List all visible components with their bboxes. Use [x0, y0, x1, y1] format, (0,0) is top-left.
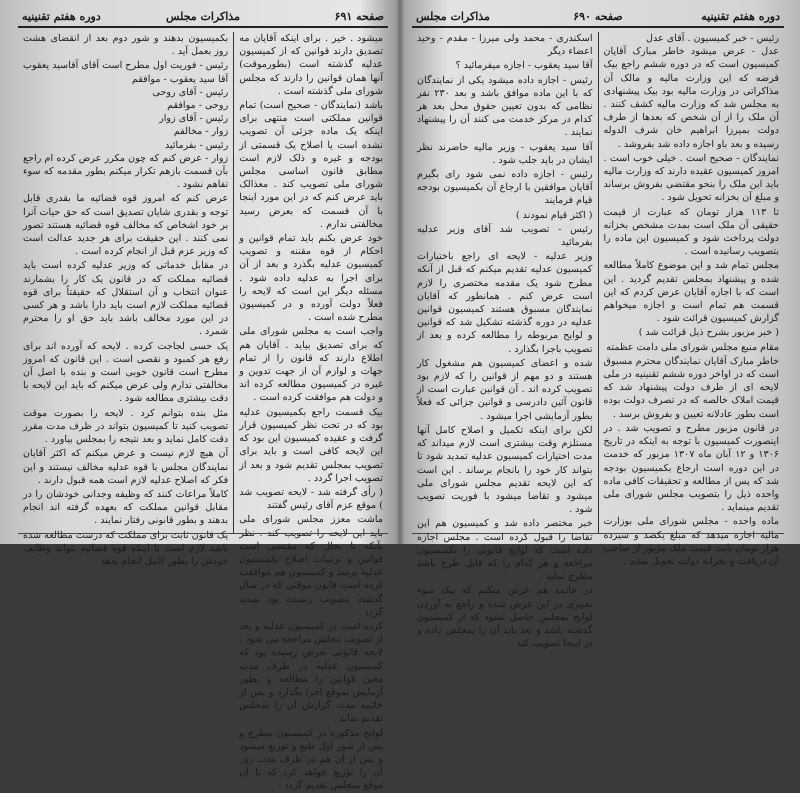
column-divider: [233, 32, 234, 534]
page-number: صفحه ۶۹۰: [573, 10, 623, 23]
section-title: مذاکرات مجلس: [416, 10, 490, 23]
page-footer-rule: [412, 533, 784, 538]
paragraph: رئیس - اجازه داده میشود یکی از نمایندگان که با این ماده موافق باشد و بعد ۲۳۰ نفر نظامی که بدون تعیین حقوق محل بعد هر کدام در مرکز خدمت می کنند آن را پیشنهاد نمایند .: [417, 74, 593, 139]
paragraph: کرده است در کمیسیون عدلیه و بعد از تصویب مجلس مراجعه می شود . لایحه قانونی بعرض رسیده بود که کمیسیون عدلیه در ظرف مدت معین قوانین را مطالعه و بطور آزمایش بموقع اجرا بگذارد و پس از خاتمه مدت گزارش آن را بمجلس تقدیم نماید .: [239, 620, 383, 725]
column-divider: [598, 32, 599, 534]
section-title: مذاکرات مجلس: [166, 10, 240, 23]
paragraph: ( خبر مزبور بشرح ذیل قرائت شد ): [638, 327, 779, 339]
paragraph: در مقابل خدماتی که وزیر عدلیه کرده است باید قضائیه مملکت که در قانون یک کار را بشمارند عنوان انتخاب و آن استقلال که حقیقتاً برای قوه قضائیه مملکت لازم است باید دارا باشد و هر کسی در این مورد مخالف باشد باید حق او را محترم شمرد .: [23, 260, 229, 338]
paragraph: خاطر مبارک آقایان نمایندگان محترم مسبوق است که در اواخر دوره ششم تقنینیه در ملی لایحه ای از طرف دولت پیشنهاد شد که قیمت املاک خالصه که در تصرف دولت بوده است بطور عادلانه تعیین و بفروش برسد .: [603, 355, 779, 420]
page-footer-rule: [18, 533, 388, 538]
paragraph: وزیر عدلیه - لایحه ای راجع باختیارات کمیسیون عدلیه تقدیم میکنم که قبل از آنکه مطرح شود یک مقدمه مختصری را لازم است عرض کنم . همانطور که آقایان نمایندگان مسبوق هستند کمیسیون قوانین عدلیه در دوره گذشته تشکیل شد که قوانین و لوایح مربوطه را مطالعه کرده و بعد از تصویب باجرا بگذارد .: [417, 251, 593, 355]
page-690: [412, 6, 784, 650]
paragraph: لوایح مذکوره در کمیسیون مطرح و پس از شور اول طبع و توزیع میشود و پس از آن هم در ظرف مدت روز آن را توزیع خواهد کرد که تا آن موقع بمجلس تقدیم گردد .: [239, 727, 383, 792]
paragraph: آقا سید یعقوب - وزیر مالیه حاضرند نظر ایشان در باید جلب شود .: [417, 141, 593, 166]
paragraph: بیک قسمت راجع بکمیسیون عدلیه بود که در تحت نظر کمیسیون قرار گرفت و عقیده کمیسیون این بود که این لایحه کافی است و باید برای تصویب بمجلس تقدیم شود و بعد از تصویب اجرا گردد .: [239, 406, 383, 484]
paragraph: زوار - عرض کنم که چون مکرر عرض کرده ام راجع بآن قسمت بازهم تکرار میکنم بطور مقدمه که سوء تفاهم نشود .: [23, 152, 229, 191]
column-left: [18, 32, 233, 567]
volume-title: دوره هفتم تقنینیه: [701, 10, 780, 23]
paragraph: در قانون مزبور مطرح و تصویب شد . در اینصورت کمیسیون با توجه به اینکه در تاریخ ۱۳۰۶ و ۱۲ آبان ماه ۱۳۰۷ مزبور که خدمت در این دوره است ارجاع بکمیسیون بودجه شد که پس از مطالعه و تحقیقات کافی ماده واحده ذیل را بتصویب مجلس شورای ملی تقدیم مینماید .: [603, 422, 780, 514]
page-header: [412, 8, 784, 28]
paragraph: ماده واحده - مجلس شورای ملی بوزارت مالیه اجازه میدهد که مبلغ یکصد و سیزده هزار تومان بابت قیمت ملک مزبور از صاحب آن دریافت و بخزانه دولت تحویل نماید .: [603, 516, 779, 567]
paragraph: یک قانون ثابت برای مملکت که درست مطالعه شده باشد لازم است تا اینکه قوه قضائیه بتواند وظایف خودش را بطور کامل انجام بدهد .: [23, 529, 229, 567]
paragraph: در خاتمه هم عرض میکنم که بیک سوء تعبیری در این عرض شده و راجع به آوردن لوایح بمجلس حاصل نشود که از کمیسیون گذشته باشد و بعد باید آن را بمجلس داده و در اینجا تصویب کند .: [417, 585, 593, 650]
paragraph: رئیس - اجازه داده نمی شود رای بگیرم آقایان موافقین با ارجاع آن بکمیسیون بودجه قیام فرمایند: [417, 169, 593, 207]
paragraph: میشود . خیر . برای اینکه آقایان مه تصدیق دارند قوانین که از کمیسیون عدلیه گذشته است (بطورموقت) آنها همان قوانین را دارند که مجلس شورای ملی گذشته است .: [239, 33, 383, 97]
paragraph: کاملاً مراعات کنند که وظیفه وجدانی خودشان را در مقابل قوانین مملکت که بعهده گرفته اند انجام بدهند و بطور قانونی رفتار نمایند .: [23, 488, 229, 527]
paragraph: لکن برای اینکه تکمیل و اصلاح کامل آنها مستلزم وقت بیشتری است لازم میداند که مدت اختیارات کمیسیون عدلیه تمدید شود تا بتواند کار خود را بانجام برساند . این است که این لایحه تقدیم مجلس شورای ملی میشود و تقاضا میشود با فوریت تصویب شود .: [417, 424, 593, 516]
volume-title: دوره هفتم تقنینیه: [22, 10, 101, 23]
paragraph: آقا سید یعقوب - اجازه میفرمائید ؟: [455, 60, 593, 72]
paragraph: خود عرض بکنم باید تمام قوانین و احکام از قوه مقننه و تصویب کمیسیون عدلیه بگذرد و بعد از آن برای اجرا به عدلیه داده شود . مسئله دیگر این است که لایحه را فعلاً دولت آورده و در کمیسیون مطرح شده است .: [239, 233, 383, 324]
paragraph: ( رأی گرفته شد - لایحه تصویب شد ) موقع عزم آقای رئیس گفتند: [239, 486, 383, 512]
paragraph: اسکندری - محمد ولی میرزا - مقدم - وحید اعضاء دیگر: [417, 33, 593, 58]
speaker-line: رئیس - فوریت اول مطرح است آقای آقاسید یعقوب: [23, 60, 229, 72]
paragraph: عدل - عرض میشود خاطر مبارک آقایان کمیسیون است که در دوره ششم راجع بیک قرضه که این وزارت مالیه و مالک آن مذاکراتی در وزارت مالیه بود بیک پیشنهادی به مجلس شد که وزارت مالیه کشف کنند . آن ملک را از آن شخص که بعدها از طرف دولت بمیرزا ابراهیم خان شرف الدوله رسیده و بعد باو اجازه داده شد بفروشد .: [603, 46, 779, 150]
column-right: [234, 32, 388, 792]
paragraph: واجب است به مجلس شورای ملی که برای تصدیق بیاید . آقایان هم اطلاع دارند که قانون را از تمام جهات و لوازم آن از جهت تدوین و غیره در کمیسیون مطالعه کرده اند و دولت هم موافقت کرده است .: [239, 326, 383, 404]
page-header: [18, 8, 388, 28]
paragraph: ( اکثر قیام نمودند ): [515, 209, 593, 221]
speaker-line: روحی - موافقم: [167, 100, 229, 112]
paragraph: شده و اعضای کمیسیون هم مشغول کار هستند و دو مهم از قوانین را که لازم بود تصویب کرده اند . آن قوانین عبارت است از قانون آئین دادرسی و قوانین جزائی که فعلاً بطور آزمایشی اجرا میشود .: [417, 357, 593, 422]
speaker-line: رئیس - آقای زوار: [159, 113, 229, 125]
paragraph: ماشت معزز مجلس شورای ملی باید این لایحه را تصویب کند . نظر بآنکه تا بحال که مقتضی است قوانین و ترتیبات اصلاح بکمیسیون عدلیه برسد و کمیسیون هم موافقت کرده است قانون موقتی که در سال گذشته بتصویب رسیده بود تمدید گردد .: [239, 514, 383, 618]
paragraph: مقام منیع مجلس شورای ملی دامت عظمته: [606, 341, 779, 353]
page-number: صفحه ۶۹۱: [334, 10, 384, 23]
column-right: [599, 32, 785, 567]
paragraph: آن هیچ لازم نیست و عرض میکنم که اکثر آقایان نمایندگان مجلس با قوه عدلیه مخالف نیستند و این فکر که اصلاح عدلیه لازم است همه قبول دارند .: [23, 448, 229, 486]
paragraph: خبر مختصر داده شد و کمیسیون هم این تقاضا را قبول کرده است . مجلس اجازه داده است که لوایح قانونی را بکمیسیون مراجعه و هر کدام را که قابل طرح باشد مطرح نماید .: [417, 518, 593, 583]
paragraph: مثل بنده بتوانم کرد . لایحه را بصورت موقت تصویب کنید تا کمیسیون بتواند در ظرف مدت مقرر دقت کامل نماید و بعد نتیجه را بمجلس بیاورد .: [23, 407, 229, 446]
paragraph: عرض کنم که امروز قوه قضائیه ما بقدری قابل توجه و بقدری شایان تصدیق است که حق حیات آنرا بر خود اشخاص که مخالف قوه قضائیه هستند تصور نمی کنند . این حقیقت برای هر جدید عدالت است که وزیر عزم قبل از انجام کرده است .: [23, 193, 229, 258]
paragraph: یک حسی لجاجت کرده . لایحه که آورده اند برای رفع هر کمبود و نقصی است . این قانون که امروز مطرح است قانون خوبی است و بنده با اصل آن مخالفتی ندارم ولی عرض میکنم که باید این لایحه با دقت بیشتری مطالعه شود .: [23, 340, 229, 405]
paragraph: مجلس تمام شد و این موضوع کاملاً مطالعه شده و پیشنهاد بمجلس تقدیم گردید . این است که با اجازه آقایان عرض کردم که این قسمت هم تمام است و اجازه میخواهم گزارش کمیسیون قرائت شود .: [603, 260, 779, 325]
paragraph: بکمیسیون بدهند و شور دوم بعد از انقضای هشت روز بعمل آید .: [23, 33, 229, 58]
text-columns: [412, 32, 784, 650]
speaker-line: رئیس - آقای روحی: [152, 86, 229, 98]
column-left: [412, 32, 598, 650]
paragraph: تا ۱۱۳ هزار تومان که عبارت از قیمت حقیقی آن ملک است بمدت مشخص بخزانه دولت پرداخت شود و کمیسیون این ماده را بتصویب رسانیده است .: [603, 206, 779, 258]
speaker-line: زوار - مخالفم: [173, 126, 229, 138]
paragraph: رئیس - تصویب شد آقای وزیر عدلیه بفرمائید: [417, 223, 593, 249]
speaker-line: رئیس - خبر کمیسیون . آقای عدل: [645, 33, 779, 44]
speaker-line: رئیس - بفرمائید: [164, 139, 229, 151]
paragraph: نمایندگان - صحیح است . خیلی خوب است . امروز کمیسیون عقیده دارند که وزارت مالیه باید این ملک را بنحو مقتضی بفروش برساند و مبلغ آن بخزانه تحویل شود .: [603, 152, 779, 204]
page-691: [18, 6, 388, 792]
paragraph: باشد (نمایندگان - صحیح است) تمام قوانین مملکتی است منتهی برای اینکه یک ماده جزئی آن تصویب نشده است یا اصلاح یک قسمتی از بودجه و غیره و ذلک لازم است مطابق قانون اساسی مجلس شورای ملی تصویب کند . معذالک باید عرض کنم که در این مورد اینجا با آن قسمت که بعرض رسید مخالفتی ندارم .: [239, 100, 383, 230]
speaker-line: آقا سید یعقوب - موافقم: [131, 73, 229, 85]
text-columns: [18, 32, 388, 792]
